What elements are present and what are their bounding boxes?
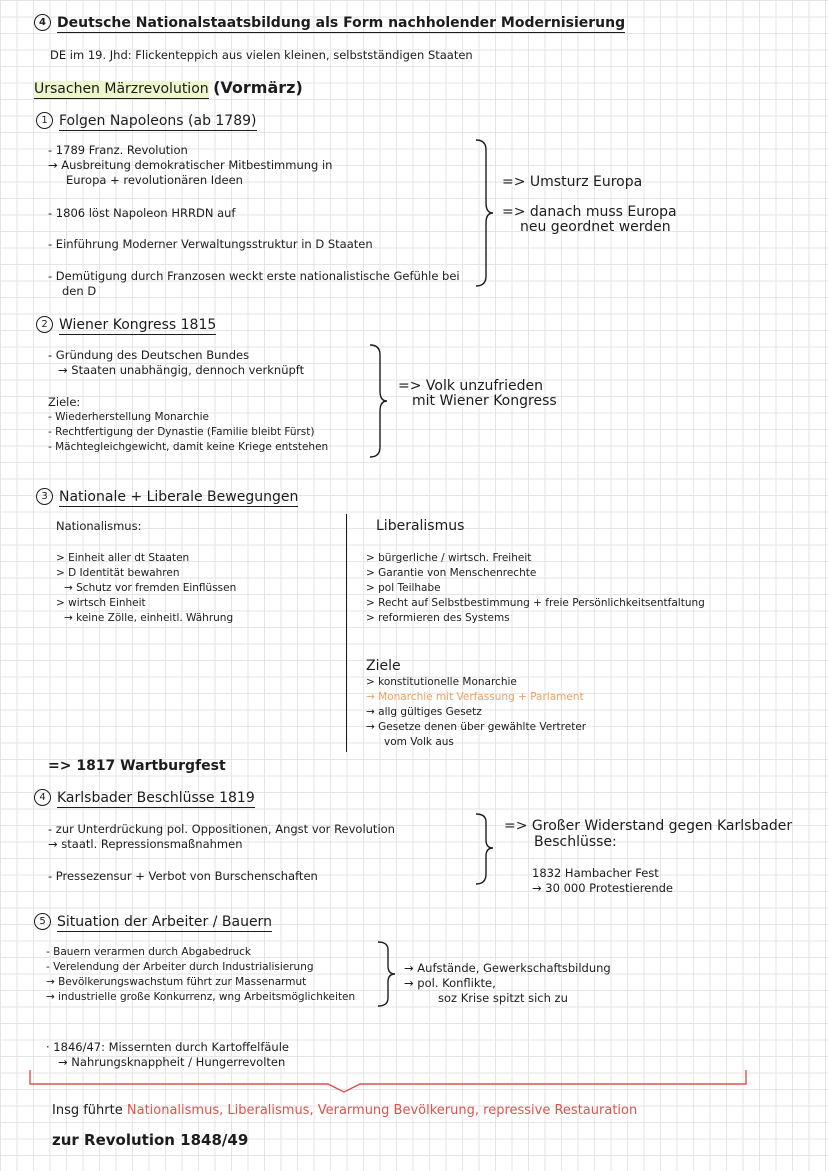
- bracket-s5: [376, 940, 396, 1008]
- column-divider: [346, 514, 347, 752]
- section-3-title-text: Nationale + Liberale Bewegungen: [59, 488, 299, 505]
- s5-line-3: → Bevölkerungswachstum führt zur Massenarmut: [46, 976, 307, 988]
- section-2-title: [36, 316, 216, 333]
- liberalismus-heading: Liberalismus: [376, 518, 465, 534]
- section-3-number: 3: [36, 488, 53, 505]
- section-3-title: [36, 488, 298, 505]
- ziele-heading: Ziele: [366, 658, 401, 674]
- section-5-number: 5: [34, 913, 51, 930]
- s1-right-2: => danach muss Europa: [502, 204, 677, 220]
- summary-prefix: Insg führte: [52, 1103, 123, 1118]
- n-item-2: > D Identität bewahren: [56, 567, 180, 579]
- n-item-3: → Schutz vor fremden Einflüssen: [64, 582, 237, 594]
- wartburgfest: => 1817 Wartburgfest: [48, 758, 226, 774]
- s4-right-4: → 30 000 Protestierende: [532, 881, 673, 895]
- section-1-number: 1: [36, 112, 53, 129]
- z-item-5: vom Volk aus: [384, 736, 454, 748]
- lb-item-4: > Recht auf Selbstbestimmung + freie Persönlichkeitsentfaltung: [366, 597, 705, 609]
- section-4-title: [34, 789, 255, 806]
- s2-line-1: - Gründung des Deutschen Bundes: [48, 348, 250, 362]
- z-item-4: → Gesetze denen über gewählte Vertreter: [366, 721, 587, 733]
- s1-line-1: - 1789 Franz. Revolution: [48, 143, 188, 157]
- summary-causes: Nationalismus, Liberalismus, Verarmung Bevölkerung, repressive Restauration: [126, 1103, 638, 1118]
- summary-line-1: [52, 1104, 637, 1117]
- s2-line-6: - Mächtegleichgewicht, damit keine Kriege entstehen: [48, 441, 329, 453]
- s1-right-3: neu geordnet werden: [520, 219, 671, 235]
- heading-underlined: Ursachen Märzrevolution: [34, 81, 209, 97]
- section-4-number: 4: [34, 789, 51, 806]
- bracket-s2: [368, 343, 388, 459]
- s2-right-2: mit Wiener Kongress: [412, 393, 557, 409]
- z-item-2: → Monarchie mit Verfassung + Parlament: [366, 691, 584, 703]
- main-heading: [34, 78, 303, 97]
- s1-line-3: Europa + revolutionären Ideen: [66, 173, 243, 187]
- nationalismus-heading: Nationalismus:: [56, 519, 142, 533]
- lb-item-2: > Garantie von Menschenrechte: [366, 567, 537, 579]
- section-5-title: [34, 913, 272, 930]
- s5-right-3: soz Krise spitzt sich zu: [438, 991, 568, 1005]
- title-text: Deutsche Nationalstaatsbildung als Form nachholender Modernisierung: [57, 14, 626, 31]
- bracket-s1: [474, 138, 494, 288]
- bracket-s4: [474, 812, 494, 886]
- s5-line-6: → Nahrungsknappheit / Hungerrevolten: [58, 1055, 286, 1069]
- section-2-title-text: Wiener Kongress 1815: [59, 316, 217, 333]
- s5-line-5: · 1846/47: Missernten durch Kartoffelfäule: [46, 1040, 289, 1054]
- s1-line-7: den D: [62, 284, 97, 298]
- section-1-title: [36, 112, 257, 129]
- s2-right-1: => Volk unzufrieden: [398, 378, 543, 394]
- intro-line: DE im 19. Jhd: Flickenteppich aus vielen kleinen, selbstständigen Staaten: [50, 48, 473, 62]
- s2-line-4: - Wiederherstellung Monarchie: [48, 411, 210, 423]
- s1-line-2: → Ausbreitung demokratischer Mitbestimmung in: [48, 158, 333, 172]
- s5-right-2: → pol. Konflikte,: [404, 976, 496, 990]
- n-item-1: > Einheit aller dt Staaten: [56, 552, 190, 564]
- s4-line-1: - zur Unterdrückung pol. Oppositionen, Angst vor Revolution: [48, 822, 395, 836]
- n-item-5: → keine Zölle, einheitl. Währung: [64, 612, 234, 624]
- summary-bracket: [28, 1068, 748, 1092]
- section-number-badge: 4: [34, 14, 51, 31]
- s1-right-1: => Umsturz Europa: [502, 174, 643, 190]
- s2-line-5: - Rechtfertigung der Dynastie (Familie bleibt Fürst): [48, 426, 315, 438]
- lb-item-1: > bürgerliche / wirtsch. Freiheit: [366, 552, 532, 564]
- s5-line-4: → industrielle große Konkurrenz, wng Arbeitsmöglichkeiten: [46, 991, 356, 1003]
- s1-line-5: - Einführung Moderner Verwaltungsstruktur in D Staaten: [48, 237, 373, 251]
- heading-rest: (Vormärz): [213, 78, 303, 97]
- lb-item-3: > pol Teilhabe: [366, 582, 441, 594]
- section-1-title-text: Folgen Napoleons (ab 1789): [59, 112, 257, 129]
- z-item-3: → allg gültiges Gesetz: [366, 706, 482, 718]
- s2-line-3: Ziele:: [48, 395, 81, 409]
- s1-line-6: - Demütigung durch Franzosen weckt erste nationalistische Gefühle bei: [48, 269, 460, 283]
- s5-right-1: → Aufstände, Gewerkschaftsbildung: [404, 961, 611, 975]
- section-2-number: 2: [36, 316, 53, 333]
- s1-line-4: - 1806 löst Napoleon HRRDN auf: [48, 206, 236, 220]
- n-item-4: > wirtsch Einheit: [56, 597, 146, 609]
- s4-right-3: 1832 Hambacher Fest: [532, 866, 659, 880]
- lb-item-5: > reformieren des Systems: [366, 612, 510, 624]
- s4-right-2: Beschlüsse:: [534, 834, 617, 850]
- summary-line-2: zur Revolution 1848/49: [52, 1131, 249, 1149]
- z-item-1: > konstitutionelle Monarchie: [366, 676, 517, 688]
- s2-line-2: → Staaten unabhängig, dennoch verknüpft: [58, 363, 305, 377]
- s4-right-1: => Großer Widerstand gegen Karlsbader: [504, 818, 793, 834]
- s5-line-2: - Verelendung der Arbeiter durch Industrialisierung: [46, 961, 314, 973]
- section-4-title-text: Karlsbader Beschlüsse 1819: [57, 789, 255, 806]
- page-title: [34, 14, 625, 31]
- s4-line-2: → staatl. Repressionsmaßnahmen: [48, 837, 243, 851]
- s4-line-3: - Pressezensur + Verbot von Burschenschaften: [48, 869, 318, 883]
- section-5-title-text: Situation der Arbeiter / Bauern: [57, 913, 272, 930]
- s5-line-1: - Bauern verarmen durch Abgabedruck: [46, 946, 251, 958]
